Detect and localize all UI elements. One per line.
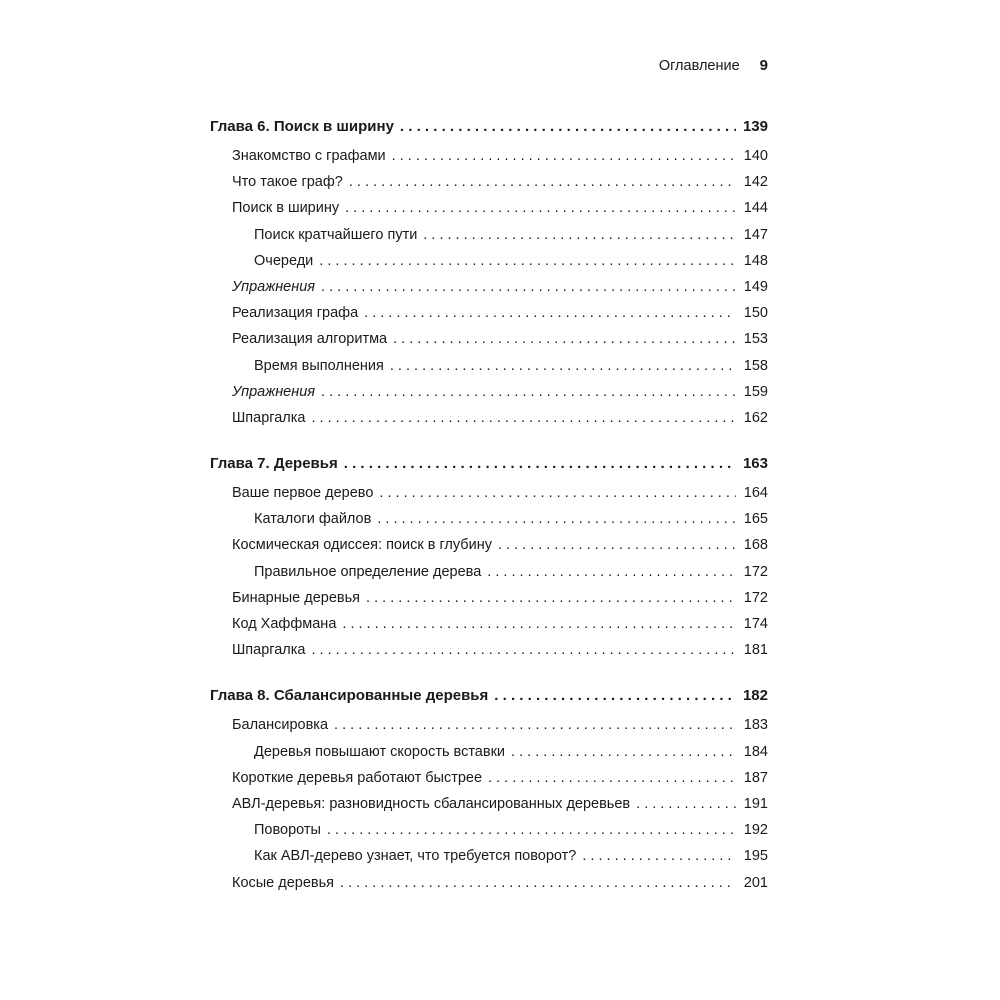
section-title: Реализация алгоритма xyxy=(232,331,388,348)
section-page-number: 153 xyxy=(743,331,768,348)
subsection-row[interactable] xyxy=(210,739,768,765)
dot-leader xyxy=(423,222,736,248)
section-row[interactable] xyxy=(210,532,768,558)
page-number: 9 xyxy=(759,57,768,74)
section-page-number: 149 xyxy=(743,278,768,295)
dot-leader xyxy=(364,300,736,326)
section-page-number: 191 xyxy=(743,795,768,812)
dot-leader xyxy=(334,712,736,738)
dot-leader xyxy=(312,637,737,663)
dot-leader xyxy=(494,681,736,711)
section-page-number: 142 xyxy=(743,174,768,191)
dot-leader xyxy=(345,195,736,221)
section-row[interactable] xyxy=(210,143,768,169)
section-title: Шпаргалка xyxy=(232,642,306,659)
subsection-row[interactable] xyxy=(210,559,768,585)
dot-leader xyxy=(342,611,736,637)
section-title: Косые деревья xyxy=(232,874,335,891)
subsection-row[interactable] xyxy=(210,248,768,274)
section-row[interactable] xyxy=(210,611,768,637)
subsection-title: Повороты xyxy=(254,822,321,839)
section-title: Упражнения xyxy=(232,383,316,400)
dot-leader xyxy=(488,765,736,791)
section-page-number: 172 xyxy=(743,589,768,606)
subsection-page-number: 172 xyxy=(743,563,768,580)
subsection-row[interactable] xyxy=(210,843,768,869)
subsection-row[interactable] xyxy=(210,817,768,843)
section-title: Балансировка xyxy=(232,717,329,734)
dot-leader xyxy=(498,532,736,558)
subsection-page-number: 165 xyxy=(743,511,768,528)
section-page-number: 174 xyxy=(743,616,768,632)
section-row[interactable] xyxy=(210,585,768,611)
dot-leader xyxy=(393,326,736,352)
section-page-number: 159 xyxy=(743,383,768,400)
section-row[interactable] xyxy=(210,870,768,896)
dot-leader xyxy=(390,353,736,379)
chapter-page-number: 163 xyxy=(742,455,768,473)
subsection-row[interactable] xyxy=(210,222,768,248)
section-title: Бинарные деревья xyxy=(232,589,361,606)
subsection-page-number: 147 xyxy=(743,226,768,243)
section-title: АВЛ-деревья: разновидность сбалансированных деревьев xyxy=(232,795,631,812)
section-row[interactable] xyxy=(210,326,768,352)
chapter-title: Глава 8. Сбалансированные деревья xyxy=(210,687,489,705)
dot-leader xyxy=(392,143,736,169)
dot-leader xyxy=(366,585,736,611)
section-row[interactable] xyxy=(210,300,768,326)
section-page-number: 181 xyxy=(743,642,768,659)
subsection-page-number: 192 xyxy=(743,822,768,839)
chapter-page-number: 182 xyxy=(742,687,768,705)
section-page-number: 150 xyxy=(743,305,768,322)
dot-leader xyxy=(511,739,736,765)
chapter-row[interactable] xyxy=(210,681,768,711)
section-page-number: 140 xyxy=(743,148,768,164)
chapter-title: Глава 6. Поиск в ширину xyxy=(210,118,394,135)
dot-leader xyxy=(321,274,736,300)
subsection-title: Очереди xyxy=(254,252,314,269)
dot-leader xyxy=(340,870,736,896)
section-row[interactable] xyxy=(210,480,768,506)
section-row[interactable] xyxy=(210,274,768,300)
subsection-page-number: 148 xyxy=(743,252,768,269)
section-page-number: 201 xyxy=(743,874,768,891)
chapter-row[interactable] xyxy=(210,449,768,479)
section-title: Шпаргалка xyxy=(232,409,306,426)
section-row[interactable] xyxy=(210,712,768,738)
subsection-title: Деревья повышают скорость вставки xyxy=(254,743,506,760)
section-page-number: 187 xyxy=(743,769,768,786)
section-row[interactable] xyxy=(210,637,768,663)
section-title: Поиск в ширину xyxy=(232,200,340,217)
chapter-row[interactable] xyxy=(210,112,768,142)
subsection-page-number: 158 xyxy=(743,357,768,374)
dot-leader xyxy=(582,843,736,869)
dot-leader xyxy=(379,480,736,506)
dot-leader xyxy=(319,248,736,274)
section-page-number: 144 xyxy=(743,200,768,217)
section-page-number: 168 xyxy=(743,537,768,554)
chapter-page-number: 139 xyxy=(742,118,768,135)
section-page-number: 162 xyxy=(743,409,768,426)
chapter-block xyxy=(210,112,768,431)
chapter-block xyxy=(210,449,768,663)
table-of-contents xyxy=(210,112,768,914)
section-row[interactable] xyxy=(210,379,768,405)
running-header xyxy=(659,56,768,76)
section-title: Короткие деревья работают быстрее xyxy=(232,769,483,786)
subsection-title: Поиск кратчайшего пути xyxy=(254,226,418,243)
section-title: Код Хаффмана xyxy=(232,616,337,632)
section-title: Космическая одиссея: поиск в глубину xyxy=(232,537,492,554)
dot-leader xyxy=(349,169,736,195)
section-row[interactable] xyxy=(210,791,768,817)
dot-leader xyxy=(400,112,736,142)
section-row[interactable] xyxy=(210,169,768,195)
dot-leader xyxy=(321,379,736,405)
dot-leader xyxy=(487,559,736,585)
subsection-row[interactable] xyxy=(210,353,768,379)
section-page-number: 183 xyxy=(743,717,768,734)
dot-leader xyxy=(344,449,736,479)
subsection-page-number: 184 xyxy=(743,743,768,760)
section-page-number: 164 xyxy=(743,485,768,502)
dot-leader xyxy=(312,405,737,431)
section-title: Упражнения xyxy=(232,278,316,295)
subsection-page-number: 195 xyxy=(743,848,768,865)
subsection-title: Время выполнения xyxy=(254,357,384,374)
section-title: Реализация графа xyxy=(232,305,359,322)
running-header-title: Оглавление xyxy=(658,58,740,74)
subsection-title: Правильное определение дерева xyxy=(254,563,482,580)
dot-leader xyxy=(377,506,736,532)
section-row[interactable] xyxy=(210,195,768,221)
subsection-title: Как АВЛ-дерево узнает, что требуется поворот? xyxy=(254,848,577,865)
section-row[interactable] xyxy=(210,405,768,431)
dot-leader xyxy=(636,791,736,817)
subsection-row[interactable] xyxy=(210,506,768,532)
chapter-title: Глава 7. Деревья xyxy=(210,455,338,473)
section-title: Что такое граф? xyxy=(232,174,343,191)
dot-leader xyxy=(327,817,736,843)
section-row[interactable] xyxy=(210,765,768,791)
section-title: Знакомство с графами xyxy=(232,148,386,164)
chapter-block xyxy=(210,681,768,895)
subsection-title: Каталоги файлов xyxy=(254,511,372,528)
section-title: Ваше первое дерево xyxy=(232,485,374,502)
